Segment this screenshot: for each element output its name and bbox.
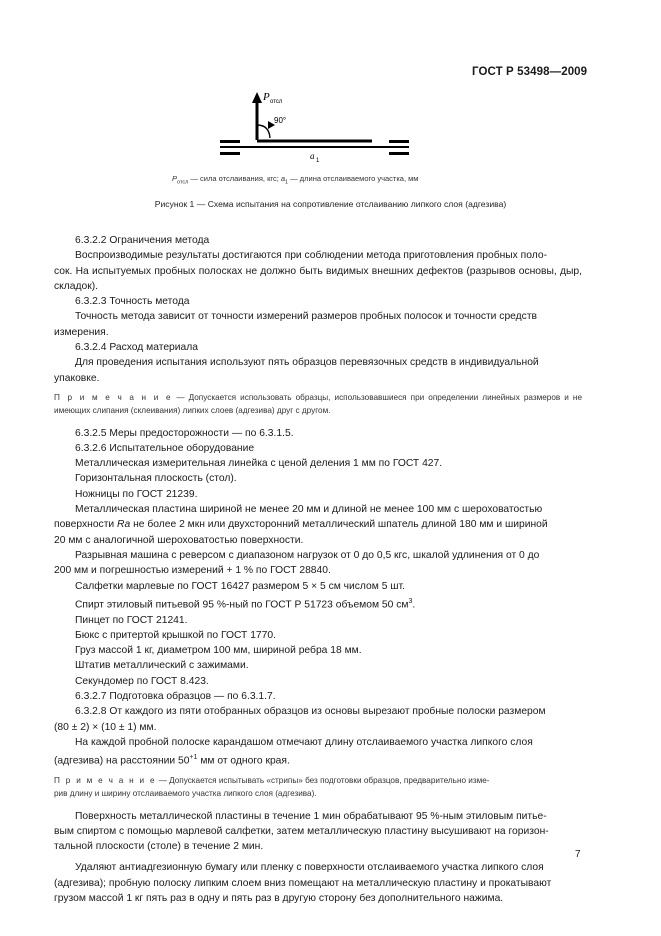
paragraph-continuation: 20 мм с аналогичной шероховатостью поверхности. (54, 534, 304, 546)
paragraph: Удаляют антиадгезионную бумагу или пленку с поверхности отслаиваемого участка липкого слоя (75, 862, 544, 874)
angle-label: 90° (274, 116, 287, 125)
left-clamp-top (220, 140, 240, 143)
note-block (54, 392, 582, 418)
text-span: (адгезива) на расстоянии 50 (54, 755, 190, 767)
peel-test-diagram (212, 88, 420, 168)
text-span: мм от одного края. (197, 755, 290, 767)
paragraph-continuation: измерения. (54, 326, 109, 338)
text-span: поверхности (54, 519, 118, 531)
text-span: . (412, 599, 416, 611)
section-heading: 6.3.2.3 Точность метода (75, 296, 190, 308)
left-clamp-bottom (220, 152, 240, 155)
paragraph: Груз массой 1 кг, диаметром 100 мм, шириной ребра 18 мм. (75, 645, 362, 657)
paragraph-continuation: (адгезива); пробную полоску липким слоем вниз помещают на металлическую пластину и прокатывают (54, 877, 552, 889)
paragraph: Бюкс с притертой крышкой по ГОСТ 1770. (75, 629, 276, 641)
paragraph-continuation: грузом массой 1 кг пять раз в одну и пять раз в другую сторону без дополнительного нажима. (54, 893, 504, 905)
legend-symbol-length: a (280, 174, 286, 183)
force-sub-label: отсл (270, 99, 283, 105)
note-text: — Допускается использовать образцы, использовавшиеся при определении линейных размеров и не имеющих слипания (склеивания) липких слоев (адгезива) друг с другом. (54, 392, 582, 415)
paragraph: Секундомер по ГОСТ 8.423. (75, 675, 209, 687)
text-span: Спирт этиловый питьевой 95 %-ный по ГОСТ Р 51723 объемом 50 см (75, 599, 409, 611)
paragraph: Точность метода зависит от точности измерений размеров пробных полосок и точности средств (75, 311, 538, 323)
legend-sub-force: отсл (177, 179, 189, 186)
length-label: a (310, 151, 315, 161)
paragraph: Поверхность металлической пластины в течение 1 мин обрабатывают 95 %-ным этиловым питье- (75, 810, 547, 822)
figure-legend (172, 174, 418, 186)
superscript: 3 (408, 597, 413, 605)
force-arrow-head (252, 92, 262, 103)
text-span: не более 2 мкн или двухсторонний металлический шпатель длиной 180 мм и шириной (130, 519, 548, 531)
paragraph: Металлическая измерительная линейка с ценой деления 1 мм по ГОСТ 427. (75, 458, 443, 470)
section-heading: 6.3.2.4 Расход материала (75, 342, 198, 354)
legend-text-force: — сила отслаивания, кгс; (188, 174, 281, 183)
paragraph: Ножницы по ГОСТ 21239. (75, 488, 198, 500)
paragraph: Горизонтальная плоскость (стол). (75, 473, 237, 485)
paragraph: Металлическая пластина шириной не менее 20 мм и длиной не менее 100 мм с шероховатостью (75, 504, 543, 516)
figure-caption: Рисунок 1 — Схема испытания на сопротивление отслаиванию липкого слоя (адгезива) (154, 199, 507, 209)
note-block (54, 775, 582, 801)
paragraph: 6.3.2.8 От каждого из пяти отобранных образцов из основы вырезают пробные полоски размером (75, 706, 546, 718)
paragraph: Для проведения испытания используют пять образцов перевязочных средств в индивидуальной (75, 357, 539, 369)
paragraph (75, 248, 582, 263)
paragraph-continuation (54, 750, 582, 769)
note-text: — Допускается испытывать «стрипы» без подготовки образцов, предварительно изме- (156, 775, 490, 785)
right-clamp-bottom (389, 152, 409, 155)
legend-sub-length: 1 (285, 179, 289, 186)
section-heading: 6.3.2.7 Подготовка образцов — по 6.3.1.7. (75, 691, 276, 703)
paragraph: Штатив металлический с зажимами. (75, 660, 249, 672)
paragraph-continuation: вым спиртом с помощью марлевой салфетки, затем металлическую пластину высушивают на горизон- (54, 825, 549, 837)
roughness-symbol: Ra (117, 519, 131, 531)
section-heading: 6.3.2.5 Меры предосторожности — по 6.3.1.5. (75, 427, 294, 439)
force-label: P (263, 91, 270, 103)
standard-header: ГОСТ Р 53498—2009 (472, 66, 588, 78)
document-body (54, 233, 582, 906)
section-heading: 6.3.2.2 Ограничения метода (75, 235, 210, 246)
superscript: +1 (189, 754, 198, 762)
legend-symbol-force: P (172, 174, 178, 183)
paragraph: Пинцет по ГОСТ 21241. (75, 614, 188, 626)
paragraph: На каждой пробной полоске карандашом отмечают длину отслаиваемого участка липкого слоя (75, 736, 533, 748)
note-label: П р и м е ч а н и е (54, 775, 157, 785)
section-heading: 6.3.2.6 Испытательное оборудование (75, 442, 255, 454)
legend-text-length: — длина отслаиваемого участка, мм (288, 174, 419, 183)
paragraph-continuation: тальной плоскости (столе) в течение 2 мин. (54, 841, 264, 853)
paragraph-continuation: 200 мм и погрешностью измерений + 1 % по ГОСТ 28840. (54, 565, 331, 577)
paragraph: Разрывная машина с реверсом с диапазоном нагрузок от 0 до 0,5 кгс, шкалой удлинения от 0 до (75, 549, 540, 561)
paragraph: Салфетки марлевые по ГОСТ 16427 размером 5 × 5 см числом 5 шт. (75, 580, 405, 592)
paragraph-continuation (54, 517, 582, 532)
paragraph-continuation: (80 ± 2) × (10 ± 1) мм. (54, 721, 157, 733)
paragraph-continuation: упаковке. (54, 372, 100, 384)
note-label: П р и м е ч а н и е (54, 392, 173, 402)
text-line: Воспроизводимые результаты достигаются при соблюдении метода приготовления пробных поло- (75, 250, 548, 262)
right-clamp-top (389, 140, 409, 143)
length-sub-label: 1 (316, 158, 320, 164)
paragraph (75, 594, 582, 613)
paragraph-continuation: сок. На испытуемых пробных полосках не должно быть видимых внешних дефектов (разрывов основы, дыр, складок). (54, 265, 582, 292)
page-number: 7 (575, 849, 581, 860)
note-text: рив длину и ширину отслаиваемого участка липкого слоя (адгезива). (54, 788, 317, 798)
